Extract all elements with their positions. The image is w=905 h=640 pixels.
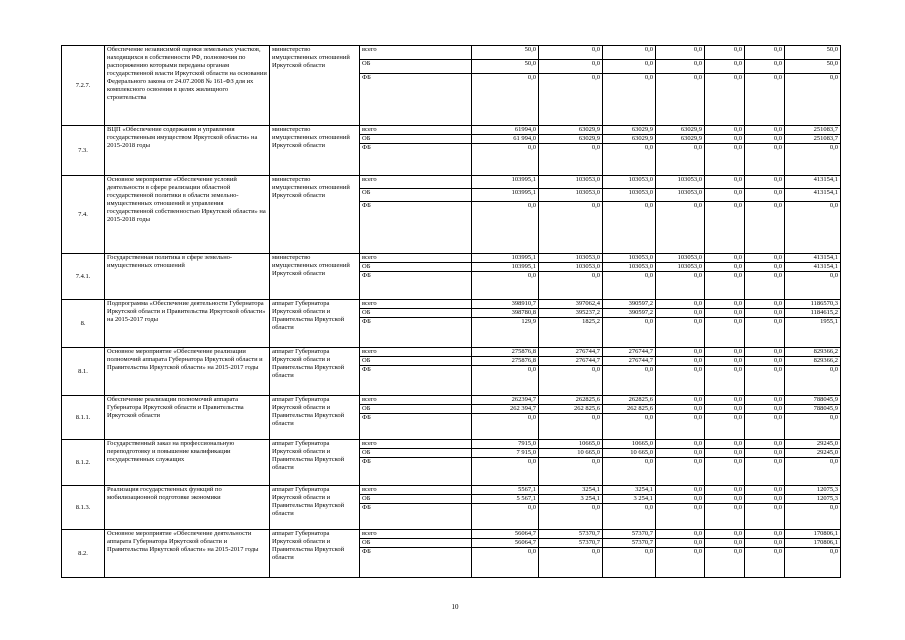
- amount-cell: 0,0: [539, 74, 603, 126]
- table-row: [62, 486, 841, 495]
- amount-cell: 0,0: [745, 486, 785, 495]
- funding-source: всего: [360, 300, 472, 309]
- amount-cell: 103053,0: [539, 254, 603, 263]
- row-executor: аппарат Губернатора Иркутской области и Правительства Иркутской области: [270, 486, 360, 530]
- amount-cell: 0,0: [705, 495, 745, 504]
- amount-cell: 0,0: [705, 272, 745, 300]
- funding-source: ОБ: [360, 263, 472, 272]
- amount-cell: 61 994,0: [472, 135, 539, 144]
- amount-cell: 50,0: [472, 46, 539, 60]
- funding-source: всего: [360, 348, 472, 357]
- amount-cell: 0,0: [705, 309, 745, 318]
- row-executor: аппарат Губернатора Иркутской области и Правительства Иркутской области: [270, 300, 360, 348]
- amount-cell: 0,0: [472, 202, 539, 254]
- amount-cell: 0,0: [745, 357, 785, 366]
- amount-cell: 0,0: [656, 318, 705, 348]
- table-row: [62, 176, 841, 189]
- amount-cell: 0,0: [472, 272, 539, 300]
- row-name: Подпрограмма «Обеспечение деятельности Губернатора Иркутской области и Правительства Иркутской области» на 2015-2017 годы: [105, 300, 270, 348]
- row-executor: министерство имущественных отношений Иркутской области: [270, 176, 360, 254]
- amount-cell: 0,0: [745, 548, 785, 578]
- row-executor: аппарат Губернатора Иркутской области и Правительства Иркутской области: [270, 530, 360, 578]
- amount-cell: 0,0: [705, 135, 745, 144]
- amount-cell: 0,0: [656, 548, 705, 578]
- amount-cell: 788045,9: [785, 405, 841, 414]
- amount-cell: 0,0: [705, 486, 745, 495]
- amount-cell: 0,0: [656, 348, 705, 357]
- amount-cell: 10665,0: [539, 440, 603, 449]
- amount-cell: 0,0: [656, 440, 705, 449]
- amount-cell: 0,0: [745, 263, 785, 272]
- amount-cell: 61994,0: [472, 126, 539, 135]
- row-executor: министерство имущественных отношений Иркутской области: [270, 254, 360, 300]
- amount-cell: 0,0: [603, 272, 656, 300]
- row-code: 8.1.2.: [62, 440, 105, 486]
- amount-cell: 103053,0: [603, 254, 656, 263]
- amount-cell: 63029,9: [656, 126, 705, 135]
- amount-cell: 0,0: [705, 46, 745, 60]
- amount-cell: 0,0: [705, 74, 745, 126]
- amount-cell: 788045,9: [785, 396, 841, 405]
- amount-cell: 275876,8: [472, 357, 539, 366]
- funding-source: всего: [360, 254, 472, 263]
- amount-cell: 0,0: [705, 357, 745, 366]
- amount-cell: 0,0: [745, 300, 785, 309]
- amount-cell: 1955,1: [785, 318, 841, 348]
- amount-cell: 0,0: [472, 74, 539, 126]
- amount-cell: 1184615,2: [785, 309, 841, 318]
- amount-cell: 262 825,6: [603, 405, 656, 414]
- amount-cell: 0,0: [656, 449, 705, 458]
- amount-cell: 0,0: [785, 74, 841, 126]
- amount-cell: 0,0: [705, 396, 745, 405]
- amount-cell: 0,0: [656, 539, 705, 548]
- funding-source: всего: [360, 486, 472, 495]
- row-code: 8.1.: [62, 348, 105, 396]
- funding-source: ОБ: [360, 357, 472, 366]
- amount-cell: 103053,0: [656, 176, 705, 189]
- amount-cell: 0,0: [603, 202, 656, 254]
- amount-cell: 0,0: [745, 74, 785, 126]
- row-name: Основное мероприятие «Обеспечение условий деятельности в сфере реализации областной государственной политики в области земельно-имущественных отношений и управления государственной собственностью Иркутской области» на 2015-2018 годы: [105, 176, 270, 254]
- amount-cell: 103995,1: [472, 254, 539, 263]
- amount-cell: 0,0: [656, 366, 705, 396]
- amount-cell: 103995,1: [472, 176, 539, 189]
- table-row: [62, 126, 841, 135]
- amount-cell: 0,0: [656, 486, 705, 495]
- amount-cell: 413154,1: [785, 176, 841, 189]
- amount-cell: 0,0: [656, 46, 705, 60]
- amount-cell: 57370,7: [603, 530, 656, 539]
- amount-cell: 12075,3: [785, 486, 841, 495]
- amount-cell: 0,0: [745, 495, 785, 504]
- amount-cell: 0,0: [745, 440, 785, 449]
- row-name: Реализация государственных функций по мобилизационной подготовке экономики: [105, 486, 270, 530]
- amount-cell: 276744,7: [603, 348, 656, 357]
- amount-cell: 3254,1: [539, 486, 603, 495]
- amount-cell: 0,0: [705, 176, 745, 189]
- amount-cell: 63029,9: [539, 135, 603, 144]
- amount-cell: 0,0: [603, 318, 656, 348]
- amount-cell: 0,0: [656, 300, 705, 309]
- funding-source: ОБ: [360, 405, 472, 414]
- amount-cell: 3254,1: [603, 486, 656, 495]
- amount-cell: 0,0: [656, 357, 705, 366]
- funding-source: ФБ: [360, 144, 472, 176]
- amount-cell: 276744,7: [539, 348, 603, 357]
- amount-cell: 10665,0: [603, 440, 656, 449]
- amount-cell: 5567,1: [472, 486, 539, 495]
- amount-cell: 0,0: [656, 504, 705, 530]
- budget-table: [61, 45, 841, 578]
- amount-cell: 1186570,3: [785, 300, 841, 309]
- amount-cell: 829366,2: [785, 357, 841, 366]
- amount-cell: 56064,7: [472, 530, 539, 539]
- row-executor: министерство имущественных отношений Иркутской области: [270, 126, 360, 176]
- amount-cell: 0,0: [745, 318, 785, 348]
- amount-cell: 0,0: [705, 530, 745, 539]
- amount-cell: 0,0: [603, 504, 656, 530]
- table-row: [62, 348, 841, 357]
- amount-cell: 0,0: [539, 144, 603, 176]
- amount-cell: 3 254,1: [539, 495, 603, 504]
- amount-cell: 129,9: [472, 318, 539, 348]
- amount-cell: 251083,7: [785, 135, 841, 144]
- funding-source: ФБ: [360, 272, 472, 300]
- amount-cell: 0,0: [745, 504, 785, 530]
- amount-cell: 29245,0: [785, 449, 841, 458]
- amount-cell: 0,0: [785, 202, 841, 254]
- amount-cell: 0,0: [603, 60, 656, 74]
- amount-cell: 103995,1: [472, 263, 539, 272]
- amount-cell: 262825,6: [603, 396, 656, 405]
- amount-cell: 0,0: [705, 366, 745, 396]
- amount-cell: 398910,7: [472, 300, 539, 309]
- amount-cell: 0,0: [705, 318, 745, 348]
- funding-source: ОБ: [360, 60, 472, 74]
- amount-cell: 0,0: [472, 366, 539, 396]
- amount-cell: 0,0: [603, 74, 656, 126]
- amount-cell: 103053,0: [539, 263, 603, 272]
- amount-cell: 0,0: [539, 366, 603, 396]
- amount-cell: 0,0: [656, 405, 705, 414]
- amount-cell: 63029,9: [603, 135, 656, 144]
- amount-cell: 0,0: [705, 348, 745, 357]
- amount-cell: 413154,1: [785, 263, 841, 272]
- amount-cell: 56064,7: [472, 539, 539, 548]
- amount-cell: 0,0: [785, 144, 841, 176]
- amount-cell: 0,0: [745, 539, 785, 548]
- amount-cell: 50,0: [785, 46, 841, 60]
- amount-cell: 0,0: [656, 60, 705, 74]
- amount-cell: 170806,1: [785, 530, 841, 539]
- amount-cell: 0,0: [785, 504, 841, 530]
- amount-cell: 398780,8: [472, 309, 539, 318]
- amount-cell: 0,0: [656, 272, 705, 300]
- amount-cell: 0,0: [656, 396, 705, 405]
- amount-cell: 0,0: [539, 504, 603, 530]
- amount-cell: 0,0: [705, 189, 745, 202]
- amount-cell: 0,0: [745, 254, 785, 263]
- amount-cell: 0,0: [745, 348, 785, 357]
- amount-cell: 103053,0: [603, 189, 656, 202]
- amount-cell: 413154,1: [785, 189, 841, 202]
- funding-source: ФБ: [360, 366, 472, 396]
- amount-cell: 0,0: [705, 254, 745, 263]
- amount-cell: 0,0: [539, 458, 603, 486]
- amount-cell: 390597,2: [603, 300, 656, 309]
- amount-cell: 0,0: [472, 144, 539, 176]
- amount-cell: 1825,2: [539, 318, 603, 348]
- amount-cell: 63029,9: [539, 126, 603, 135]
- amount-cell: 103053,0: [539, 189, 603, 202]
- amount-cell: 0,0: [745, 135, 785, 144]
- amount-cell: 0,0: [705, 440, 745, 449]
- funding-source: всего: [360, 176, 472, 189]
- funding-source: ФБ: [360, 74, 472, 126]
- amount-cell: 0,0: [745, 202, 785, 254]
- amount-cell: 5 567,1: [472, 495, 539, 504]
- amount-cell: 0,0: [656, 458, 705, 486]
- amount-cell: 0,0: [603, 366, 656, 396]
- amount-cell: 0,0: [785, 548, 841, 578]
- amount-cell: 0,0: [745, 405, 785, 414]
- row-name: Обеспечение независимой оценки земельных участков, находящихся в собственности РФ, полномочия по распоряжению которыми переданы органам государственной власти Иркутской области на основании Федерального закона от 24.07.2008 № 161-ФЗ для их комплексного освоения в целях жилищного строительства: [105, 46, 270, 126]
- amount-cell: 0,0: [539, 548, 603, 578]
- amount-cell: 0,0: [705, 202, 745, 254]
- amount-cell: 0,0: [603, 144, 656, 176]
- amount-cell: 103053,0: [656, 263, 705, 272]
- amount-cell: 63029,9: [656, 135, 705, 144]
- amount-cell: 0,0: [539, 202, 603, 254]
- table-row: [62, 46, 841, 60]
- amount-cell: 0,0: [745, 309, 785, 318]
- row-name: Основное мероприятие «Обеспечение деятельности аппарата Губернатора Иркутской области и Правительства Иркутской области» на 2015-2017 годы: [105, 530, 270, 578]
- amount-cell: 103053,0: [603, 176, 656, 189]
- page-number: 10: [451, 603, 459, 611]
- amount-cell: 829366,2: [785, 348, 841, 357]
- amount-cell: 0,0: [705, 414, 745, 440]
- amount-cell: 0,0: [745, 449, 785, 458]
- amount-cell: 262394,7: [472, 396, 539, 405]
- amount-cell: 0,0: [705, 405, 745, 414]
- amount-cell: 0,0: [705, 449, 745, 458]
- amount-cell: 0,0: [705, 539, 745, 548]
- amount-cell: 0,0: [745, 458, 785, 486]
- amount-cell: 7915,0: [472, 440, 539, 449]
- amount-cell: 0,0: [472, 504, 539, 530]
- amount-cell: 262825,6: [539, 396, 603, 405]
- amount-cell: 0,0: [705, 126, 745, 135]
- row-name: Государственный заказ на профессиональную переподготовку и повышение квалификации государственных служащих: [105, 440, 270, 486]
- amount-cell: 0,0: [472, 414, 539, 440]
- amount-cell: 57370,7: [539, 539, 603, 548]
- amount-cell: 0,0: [656, 202, 705, 254]
- amount-cell: 0,0: [705, 458, 745, 486]
- amount-cell: 395237,2: [539, 309, 603, 318]
- amount-cell: 0,0: [603, 458, 656, 486]
- amount-cell: 0,0: [745, 46, 785, 60]
- amount-cell: 0,0: [745, 60, 785, 74]
- funding-source: всего: [360, 46, 472, 60]
- amount-cell: 0,0: [656, 144, 705, 176]
- amount-cell: 0,0: [785, 366, 841, 396]
- amount-cell: 0,0: [745, 144, 785, 176]
- funding-source: ОБ: [360, 309, 472, 318]
- funding-source: ОБ: [360, 495, 472, 504]
- row-code: 8.1.1.: [62, 396, 105, 440]
- row-code: 8.1.3.: [62, 486, 105, 530]
- amount-cell: 50,0: [785, 60, 841, 74]
- amount-cell: 170806,1: [785, 539, 841, 548]
- amount-cell: 103053,0: [656, 189, 705, 202]
- amount-cell: 0,0: [785, 414, 841, 440]
- funding-source: ФБ: [360, 318, 472, 348]
- amount-cell: 0,0: [745, 414, 785, 440]
- table-row: [62, 254, 841, 263]
- amount-cell: 7 915,0: [472, 449, 539, 458]
- amount-cell: 0,0: [539, 272, 603, 300]
- amount-cell: 390597,2: [603, 309, 656, 318]
- amount-cell: 3 254,1: [603, 495, 656, 504]
- row-name: Основное мероприятие «Обеспечение реализации полномочий аппарата Губернатора Иркутской области и Правительства Иркутской области» на 2015-2017 годы: [105, 348, 270, 396]
- amount-cell: 10 665,0: [539, 449, 603, 458]
- funding-source: всего: [360, 440, 472, 449]
- amount-cell: 12075,3: [785, 495, 841, 504]
- amount-cell: 276744,7: [603, 357, 656, 366]
- amount-cell: 103053,0: [656, 254, 705, 263]
- amount-cell: 0,0: [745, 126, 785, 135]
- amount-cell: 0,0: [745, 176, 785, 189]
- amount-cell: 0,0: [745, 272, 785, 300]
- amount-cell: 0,0: [705, 263, 745, 272]
- row-code: 7.2.7.: [62, 46, 105, 126]
- table-row: [62, 300, 841, 309]
- amount-cell: 0,0: [656, 309, 705, 318]
- amount-cell: 0,0: [603, 46, 656, 60]
- row-name: Обеспечение реализации полномочий аппарата Губернатора Иркутской области и Правительства Иркутской области: [105, 396, 270, 440]
- row-code: 7.4.: [62, 176, 105, 254]
- funding-source: ФБ: [360, 202, 472, 254]
- amount-cell: 0,0: [745, 189, 785, 202]
- amount-cell: 57370,7: [539, 530, 603, 539]
- row-name: ВЦП «Обеспечение содержания и управления государственным имуществом Иркутской области» на 2015-2018 годы: [105, 126, 270, 176]
- row-code: 8.: [62, 300, 105, 348]
- amount-cell: 0,0: [745, 366, 785, 396]
- amount-cell: 0,0: [785, 272, 841, 300]
- funding-source: ОБ: [360, 189, 472, 202]
- row-name: Государственная политика в сфере земельно-имущественных отношений: [105, 254, 270, 300]
- row-code: 7.4.1.: [62, 254, 105, 300]
- funding-source: ОБ: [360, 539, 472, 548]
- amount-cell: 262 394,7: [472, 405, 539, 414]
- amount-cell: 0,0: [705, 300, 745, 309]
- amount-cell: 0,0: [656, 530, 705, 539]
- funding-source: ФБ: [360, 458, 472, 486]
- amount-cell: 10 665,0: [603, 449, 656, 458]
- table-row: [62, 440, 841, 449]
- row-code: 8.2.: [62, 530, 105, 578]
- funding-source: ФБ: [360, 504, 472, 530]
- funding-source: всего: [360, 126, 472, 135]
- amount-cell: 0,0: [705, 144, 745, 176]
- amount-cell: 0,0: [745, 530, 785, 539]
- amount-cell: 0,0: [539, 46, 603, 60]
- amount-cell: 0,0: [656, 495, 705, 504]
- funding-source: ФБ: [360, 414, 472, 440]
- amount-cell: 0,0: [603, 548, 656, 578]
- amount-cell: 251083,7: [785, 126, 841, 135]
- amount-cell: 0,0: [603, 414, 656, 440]
- amount-cell: 0,0: [705, 60, 745, 74]
- amount-cell: 103995,1: [472, 189, 539, 202]
- amount-cell: 0,0: [472, 458, 539, 486]
- amount-cell: 276744,7: [539, 357, 603, 366]
- amount-cell: 57370,7: [603, 539, 656, 548]
- funding-source: ОБ: [360, 449, 472, 458]
- amount-cell: 275876,8: [472, 348, 539, 357]
- amount-cell: 0,0: [785, 458, 841, 486]
- amount-cell: 0,0: [472, 548, 539, 578]
- amount-cell: 0,0: [705, 548, 745, 578]
- amount-cell: 0,0: [539, 60, 603, 74]
- amount-cell: 103053,0: [603, 263, 656, 272]
- table-row: [62, 530, 841, 539]
- row-executor: аппарат Губернатора Иркутской области и Правительства Иркутской области: [270, 440, 360, 486]
- row-executor: аппарат Губернатора Иркутской области и Правительства Иркутской области: [270, 396, 360, 440]
- funding-source: всего: [360, 396, 472, 405]
- amount-cell: 63029,9: [603, 126, 656, 135]
- amount-cell: 397062,4: [539, 300, 603, 309]
- funding-source: всего: [360, 530, 472, 539]
- row-executor: аппарат Губернатора Иркутской области и Правительства Иркутской области: [270, 348, 360, 396]
- amount-cell: 0,0: [705, 504, 745, 530]
- table-row: [62, 396, 841, 405]
- amount-cell: 50,0: [472, 60, 539, 74]
- funding-source: ОБ: [360, 135, 472, 144]
- amount-cell: 0,0: [539, 414, 603, 440]
- amount-cell: 29245,0: [785, 440, 841, 449]
- amount-cell: 103053,0: [539, 176, 603, 189]
- amount-cell: 0,0: [656, 414, 705, 440]
- row-code: 7.3.: [62, 126, 105, 176]
- amount-cell: 0,0: [656, 74, 705, 126]
- amount-cell: 413154,1: [785, 254, 841, 263]
- amount-cell: 262 825,6: [539, 405, 603, 414]
- amount-cell: 0,0: [745, 396, 785, 405]
- row-executor: министерство имущественных отношений Иркутской области: [270, 46, 360, 126]
- funding-source: ФБ: [360, 548, 472, 578]
